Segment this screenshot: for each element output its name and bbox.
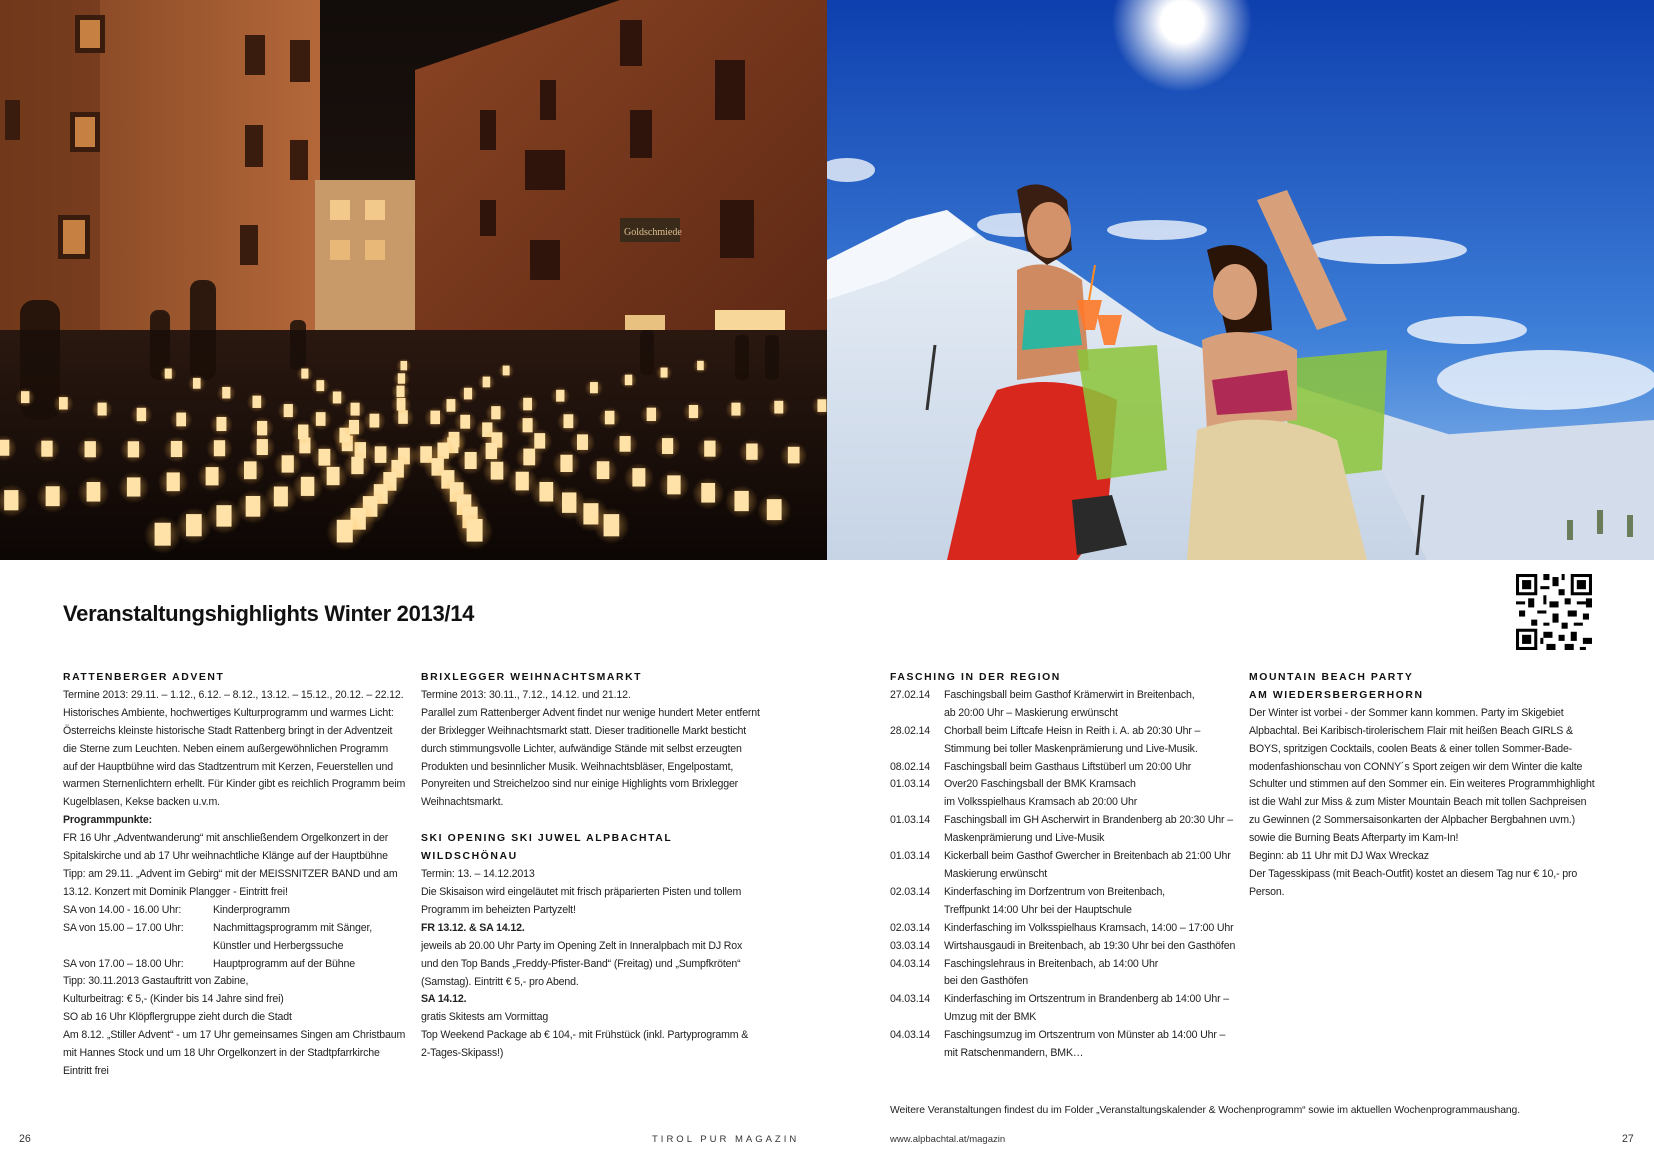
lantern — [155, 523, 171, 546]
event-row — [890, 723, 1240, 759]
rattenberg-intro — [63, 687, 408, 812]
qr-code[interactable] — [1516, 574, 1592, 650]
lantern — [316, 412, 326, 426]
text-line: die Sterne zum Leuchten. Neben einem außergewöhnlichen Programm — [63, 742, 389, 755]
lantern — [85, 441, 96, 457]
lantern — [186, 514, 202, 536]
event-line: Stimmung bei toller Maskenprämierung und Live-Musik. — [944, 742, 1198, 755]
event-line: Faschingsball beim Gasthaus Liftstüberl um 20:00 Uhr — [944, 760, 1192, 773]
lantern — [661, 368, 668, 378]
text-line: modenfashionschau von CONNY´s Sport zeigen wir dem Winter die kalte — [1249, 760, 1583, 773]
text-line: Alpbachtal. Bei Karibisch-tirolerischem Flair mit heißen Beach GIRLS & — [1249, 724, 1573, 737]
text-line: Tipp: am 29.11. „Advent im Gebirg“ mit der MEISSNITZER BAND und am — [63, 867, 398, 880]
lantern — [398, 373, 405, 383]
schedule-activity: Hauptprogramm auf der Bühne — [213, 957, 355, 970]
lantern — [316, 380, 324, 391]
lantern — [817, 399, 826, 412]
lantern — [465, 452, 477, 469]
text-line: SO ab 16 Uhr Klöpflergruppe zieht durch die Stadt — [63, 1011, 292, 1024]
event-date: 04.03.14 — [890, 993, 931, 1006]
lantern — [689, 405, 698, 418]
lantern — [206, 467, 219, 485]
lantern — [370, 414, 380, 428]
program-label: Programmpunkte: — [63, 814, 152, 827]
fasching-event-list — [890, 687, 1240, 1063]
column-fasching — [890, 669, 1240, 1063]
lantern — [282, 455, 294, 472]
page-number-right: 27 — [1622, 1133, 1634, 1145]
lantern — [351, 457, 363, 474]
lantern — [563, 414, 573, 428]
text-line: jeweils ab 20.00 Uhr Party im Opening Zelt in Inneralpbach mit DJ Rox — [421, 939, 743, 952]
section-heading-fasching: FASCHING IN DER REGION — [890, 672, 1061, 683]
event-line: Over20 Faschingsball der BMK Kramsach — [944, 778, 1136, 791]
text-line: Historisches Ambiente, hochwertiges Kulturprogramm und warmes Licht: — [63, 706, 394, 719]
event-date: 01.03.14 — [890, 778, 931, 791]
text-line: ist die Wahl zur Miss & zum Mister Mountain Beach mit tollen Sachpreisen — [1249, 796, 1587, 809]
footer-url[interactable]: www.alpbachtal.at/magazin — [890, 1134, 1006, 1145]
text-line: sowie die Burning Beats Afterparty im Kam-In! — [1249, 832, 1459, 845]
text-line: Programm im beheizten Partyzelt! — [421, 903, 576, 916]
event-description — [944, 920, 1240, 938]
lantern — [298, 425, 308, 440]
lantern — [491, 462, 504, 480]
event-line: Maskierung erwünscht — [944, 867, 1047, 880]
text-line: Termine 2013: 30.11., 7.12., 14.12. und 21.12. — [421, 688, 631, 701]
lantern — [523, 449, 535, 466]
text-line: Der Winter ist vorbei - der Sommer kann kommen. Party im Skigebiet — [1249, 706, 1564, 719]
event-date: 04.03.14 — [890, 957, 931, 970]
schedule-time: SA von 15.00 – 17.00 Uhr: — [63, 921, 184, 934]
section-heading-ski-opening: SKI OPENING SKI JUWEL ALPBACHTAL WILDSCHÖNAU — [421, 833, 673, 863]
lantern — [46, 486, 60, 506]
lantern — [375, 446, 387, 463]
ski-sa-text — [421, 1009, 766, 1063]
event-description — [944, 723, 1240, 759]
text-line: 13.12. Konzert mit Dominik Plangger - Eintritt frei! — [63, 885, 288, 898]
lantern — [460, 415, 470, 429]
event-line: Kinderfasching im Ortszentrum in Brandenberg ab 14:00 Uhr – — [944, 993, 1229, 1006]
lantern — [216, 505, 231, 526]
event-row — [890, 920, 1240, 938]
lantern — [604, 514, 620, 536]
lantern — [351, 403, 360, 416]
event-line: ab 20:00 Uhr – Maskierung erwünscht — [944, 706, 1118, 719]
text-line: Parallel zum Rattenberger Advent findet nur wenige hundert Meter entfernt — [421, 706, 760, 719]
text-line: Die Skisaison wird eingeläutet mit frisch präparierten Pisten und tollem — [421, 885, 742, 898]
lantern — [446, 399, 455, 412]
lantern — [0, 440, 9, 456]
event-date: 01.03.14 — [890, 850, 931, 863]
text-line: Beginn: ab 11 Uhr mit DJ Wax Wreckaz — [1249, 850, 1429, 863]
event-row — [890, 956, 1240, 992]
lantern — [430, 411, 440, 425]
event-date: 04.03.14 — [890, 1029, 931, 1042]
lantern — [605, 411, 615, 425]
text-line: warmen Sternenlichtern erhellt. Für Kinder gibt es reichlich Programm beim — [63, 778, 406, 791]
lantern — [539, 482, 553, 502]
lantern — [788, 447, 800, 464]
text-line: mit Hannes Stock und um 18 Uhr Orgelkonzert in der Stadtpfarrkirche — [63, 1047, 380, 1060]
schedule-row — [63, 938, 408, 956]
schedule-activity: Künstler und Herbergssuche — [213, 939, 344, 952]
ski-sa-label: SA 14.12. — [421, 993, 467, 1006]
text-line: Kulturbeitrag: € 5,- (Kinder bis 14 Jahre sind frei) — [63, 993, 284, 1006]
event-row — [890, 776, 1240, 812]
section-heading-rattenberg: RATTENBERGER ADVENT — [63, 672, 225, 683]
lantern — [349, 420, 359, 434]
lantern — [523, 418, 533, 432]
event-date: 02.03.14 — [890, 885, 931, 898]
event-description — [944, 812, 1240, 848]
lantern — [193, 378, 201, 389]
event-line: Kinderfasching im Volksspielhaus Kramsach, 14:00 – 17:00 Uhr — [944, 921, 1234, 934]
event-description — [944, 884, 1240, 920]
event-line: Chorball beim Liftcafe Heisn in Reith i. A. ab 20:30 Uhr – — [944, 724, 1201, 737]
event-line: im Volksspielhaus Kramsach ab 20:00 Uhr — [944, 796, 1138, 809]
schedule-time: SA von 14.00 - 16.00 Uhr: — [63, 903, 182, 916]
lantern — [464, 388, 472, 400]
text-line: Am 8.12. „Stiller Advent“ - um 17 Uhr gemeinsames Singen am Christbaum — [63, 1029, 406, 1042]
lantern — [560, 455, 572, 472]
event-description — [944, 1027, 1240, 1063]
event-row — [890, 812, 1240, 848]
event-row — [890, 938, 1240, 956]
lantern — [216, 417, 226, 431]
section-heading-brixlegg: BRIXLEGGER WEIHNACHTSMARKT — [421, 672, 643, 683]
event-description — [944, 938, 1240, 956]
text-line: Eintritt frei — [63, 1064, 109, 1077]
lantern — [632, 468, 645, 486]
lantern — [171, 441, 182, 457]
event-line: Treffpunkt 14:00 Uhr bei der Hauptschule — [944, 903, 1132, 916]
lantern — [137, 408, 146, 421]
schedule-row — [63, 902, 408, 920]
text-line: der Brixlegger Weihnachtsmarkt statt. Dieser traditionelle Markt besticht — [421, 724, 747, 737]
lantern — [662, 438, 673, 454]
schedule-time: SA von 17.00 – 18.00 Uhr: — [63, 957, 184, 970]
text-line: Top Weekend Package ab € 104,- mit Frühstück (inkl. Partyprogramm & — [421, 1029, 749, 1042]
lantern — [252, 396, 261, 408]
text-line: BOYS, spritzigen Cocktails, coolen Beats & einer tollen Sommer-Bade- — [1249, 742, 1573, 755]
event-line: Umzug mit der BMK — [944, 1011, 1037, 1024]
event-row — [890, 991, 1240, 1027]
footer-note: Weitere Veranstaltungen findest du im Folder „Veranstaltungskalender & Wochenprogramm“ sowie im aktuellen Wochenprogrammaushang. — [890, 1105, 1521, 1116]
event-line: bei den Gasthöfen — [944, 975, 1029, 988]
lantern — [523, 398, 532, 411]
lantern — [301, 369, 308, 379]
lantern — [577, 434, 588, 450]
event-line: Maskenprämierung und Live-Musik — [944, 832, 1105, 845]
rattenberg-program — [63, 830, 408, 902]
photo-rattenberg-advent — [0, 0, 827, 560]
lantern — [246, 496, 261, 517]
event-line: mit Ratschenmandern, BMK… — [944, 1047, 1084, 1060]
lantern — [647, 408, 656, 421]
lantern — [767, 499, 782, 520]
text-line: Ponyreiten und Streichelzoo sind nur einige Highlights vom Brixlegger — [421, 778, 739, 791]
lantern — [503, 366, 510, 376]
lantern — [667, 475, 680, 494]
mountain-beach-text — [1249, 705, 1595, 902]
lantern — [214, 440, 225, 456]
ski-fr-label: FR 13.12. & SA 14.12. — [421, 921, 525, 934]
text-line: zu Gewinnen (2 Sommersaisonkarten der Alpbacher Bergbahnen uvm.) — [1249, 814, 1576, 827]
text-line: Spitalskirche und ab 17 Uhr weihnachtliche Klänge auf der Hauptbühne — [63, 850, 388, 863]
page-number-left: 26 — [19, 1133, 31, 1145]
lantern — [257, 439, 268, 455]
event-line: Faschingslehraus in Breitenbach, ab 14:00 Uhr — [944, 957, 1159, 970]
event-date: 02.03.14 — [890, 921, 931, 934]
lantern — [333, 391, 341, 403]
event-description — [944, 848, 1240, 884]
lantern — [774, 401, 783, 414]
section-subheading-mountain-beach: AM WIEDERSBERGERHORN — [1249, 689, 1424, 701]
rattenberg-schedule-table — [63, 902, 408, 974]
text-line: Kugelblasen, Kekse backen u.v.m. — [63, 796, 220, 809]
shop-sign: Goldschmiede — [624, 227, 682, 238]
lantern — [41, 441, 52, 457]
lantern — [625, 375, 632, 386]
text-line: Termin: 13. – 14.12.2013 — [421, 868, 535, 881]
lantern — [590, 382, 598, 393]
text-line: Produkten und besinnlicher Musik. Weihnachtsbläser, Engelpostamt, — [421, 760, 734, 773]
lantern — [734, 491, 748, 511]
photo-rattenberg-illustration — [0, 0, 827, 560]
lantern — [274, 487, 288, 507]
lantern — [222, 387, 230, 399]
lantern — [337, 520, 353, 543]
ski-opening-intro — [421, 866, 766, 920]
lantern — [516, 472, 529, 491]
lantern — [467, 519, 483, 542]
text-line: FR 16 Uhr „Adventwanderung“ mit anschließendem Orgelkonzert in der — [63, 832, 389, 845]
event-row — [890, 884, 1240, 920]
lantern — [620, 436, 631, 452]
text-line: auf der Hauptbühne wird das Stadtzentrum mit Kerzen, Feuerstellen und — [63, 760, 394, 773]
schedule-time — [63, 938, 213, 956]
lantern — [491, 406, 500, 419]
lantern — [701, 483, 715, 503]
text-line: Tipp: 30.11.2013 Gastauftritt von Zabine, — [63, 975, 249, 988]
lantern — [21, 391, 29, 403]
event-row — [890, 848, 1240, 884]
event-description — [944, 991, 1240, 1027]
schedule-activity: Kinderprogramm — [213, 903, 290, 916]
lantern — [165, 369, 172, 379]
section-heading-mountain-beach: MOUNTAIN BEACH PARTY — [1249, 672, 1414, 683]
schedule-activity: Nachmittagsprogramm mit Sänger, — [213, 921, 373, 934]
lantern — [167, 472, 180, 491]
text-line: gratis Skitests am Vormittag — [421, 1011, 549, 1024]
lantern — [127, 477, 141, 496]
lantern — [697, 361, 704, 370]
event-description — [944, 687, 1240, 723]
text-line: Weihnachtsmarkt. — [421, 796, 504, 809]
event-date: 27.02.14 — [890, 688, 931, 701]
magazine-name: TIROL PUR MAGAZIN — [652, 1134, 800, 1145]
lantern — [98, 403, 107, 416]
event-description — [944, 759, 1240, 777]
event-line: Kickerball beim Gasthof Gwercher in Breitenbach ab 21:00 Uhr — [944, 850, 1231, 863]
text-line: Österreichs kleinste historische Stadt Rattenberg bringt in der Adventzeit — [63, 724, 393, 737]
photo-mountain-illustration — [827, 0, 1654, 560]
text-line: durch stimmungsvolle Lichter, aufwändige Stände mit selbst erzeugten — [421, 742, 742, 755]
column-brixlegg-ski — [421, 669, 766, 1063]
rattenberg-closing — [63, 973, 408, 1080]
event-row — [890, 1027, 1240, 1063]
event-line: Wirtshausgaudi in Breitenbach, ab 19:30 Uhr bei den Gasthöfen — [944, 939, 1236, 952]
text-line: Schulter und stimmen auf den Sommer ein. Ein weiteres Programmhighlight — [1249, 778, 1595, 791]
event-date: 03.03.14 — [890, 939, 931, 952]
brixlegg-text — [421, 687, 766, 812]
column-mountain-beach — [1249, 669, 1595, 902]
lantern — [87, 482, 101, 502]
event-line: Faschingsball beim Gasthof Krämerwirt in Breitenbach, — [944, 688, 1195, 701]
page-title: Veranstaltungshighlights Winter 2013/14 — [63, 601, 475, 626]
event-line: Faschingsumzug im Ortszentrum von Münster ab 14:00 Uhr – — [944, 1029, 1226, 1042]
text-line: Termine 2013: 29.11. – 1.12., 6.12. – 8.12., 13.12. – 15.12., 20.12. – 22.12. — [63, 688, 404, 701]
text-line: Der Tagesskipass (mit Beach-Outfit) kostet an diesem Tag nur € 10,- pro — [1249, 867, 1578, 880]
lantern — [176, 413, 186, 427]
event-line: Kinderfasching im Dorfzentrum von Breitenbach, — [944, 885, 1165, 898]
schedule-row — [63, 920, 408, 938]
lantern — [4, 490, 18, 510]
lantern — [483, 377, 491, 388]
lantern — [746, 443, 758, 459]
event-date: 28.02.14 — [890, 724, 931, 737]
ski-fr-text — [421, 938, 766, 992]
event-description — [944, 776, 1240, 812]
lantern — [704, 441, 715, 457]
event-row — [890, 759, 1240, 777]
photo-mountain-beach — [827, 0, 1654, 560]
text-line: Person. — [1249, 885, 1285, 898]
text-line: und den Top Bands „Freddy-Pfister-Band“ (Freitag) und „Sumpfkröten“ — [421, 957, 741, 970]
event-date: 08.02.14 — [890, 760, 931, 773]
lantern — [244, 461, 257, 479]
lantern — [257, 421, 267, 435]
lantern — [556, 390, 564, 402]
lantern — [327, 467, 340, 485]
text-line: 2-Tages-Skipass!) — [421, 1047, 504, 1060]
event-line: Faschingsball im GH Ascherwirt in Brandenberg ab 20:30 Uhr – — [944, 814, 1233, 827]
event-row — [890, 687, 1240, 723]
schedule-row — [63, 956, 408, 974]
column-rattenberger-advent — [63, 669, 408, 1081]
lantern — [59, 397, 68, 409]
event-description — [944, 956, 1240, 992]
lantern — [400, 361, 407, 370]
lantern — [128, 441, 139, 457]
lantern — [284, 404, 293, 417]
lantern — [301, 477, 314, 496]
text-line: (Samstag). Eintritt € 5,- pro Abend. — [421, 975, 579, 988]
lantern — [731, 403, 740, 416]
lantern — [597, 461, 610, 479]
event-date: 01.03.14 — [890, 814, 931, 827]
